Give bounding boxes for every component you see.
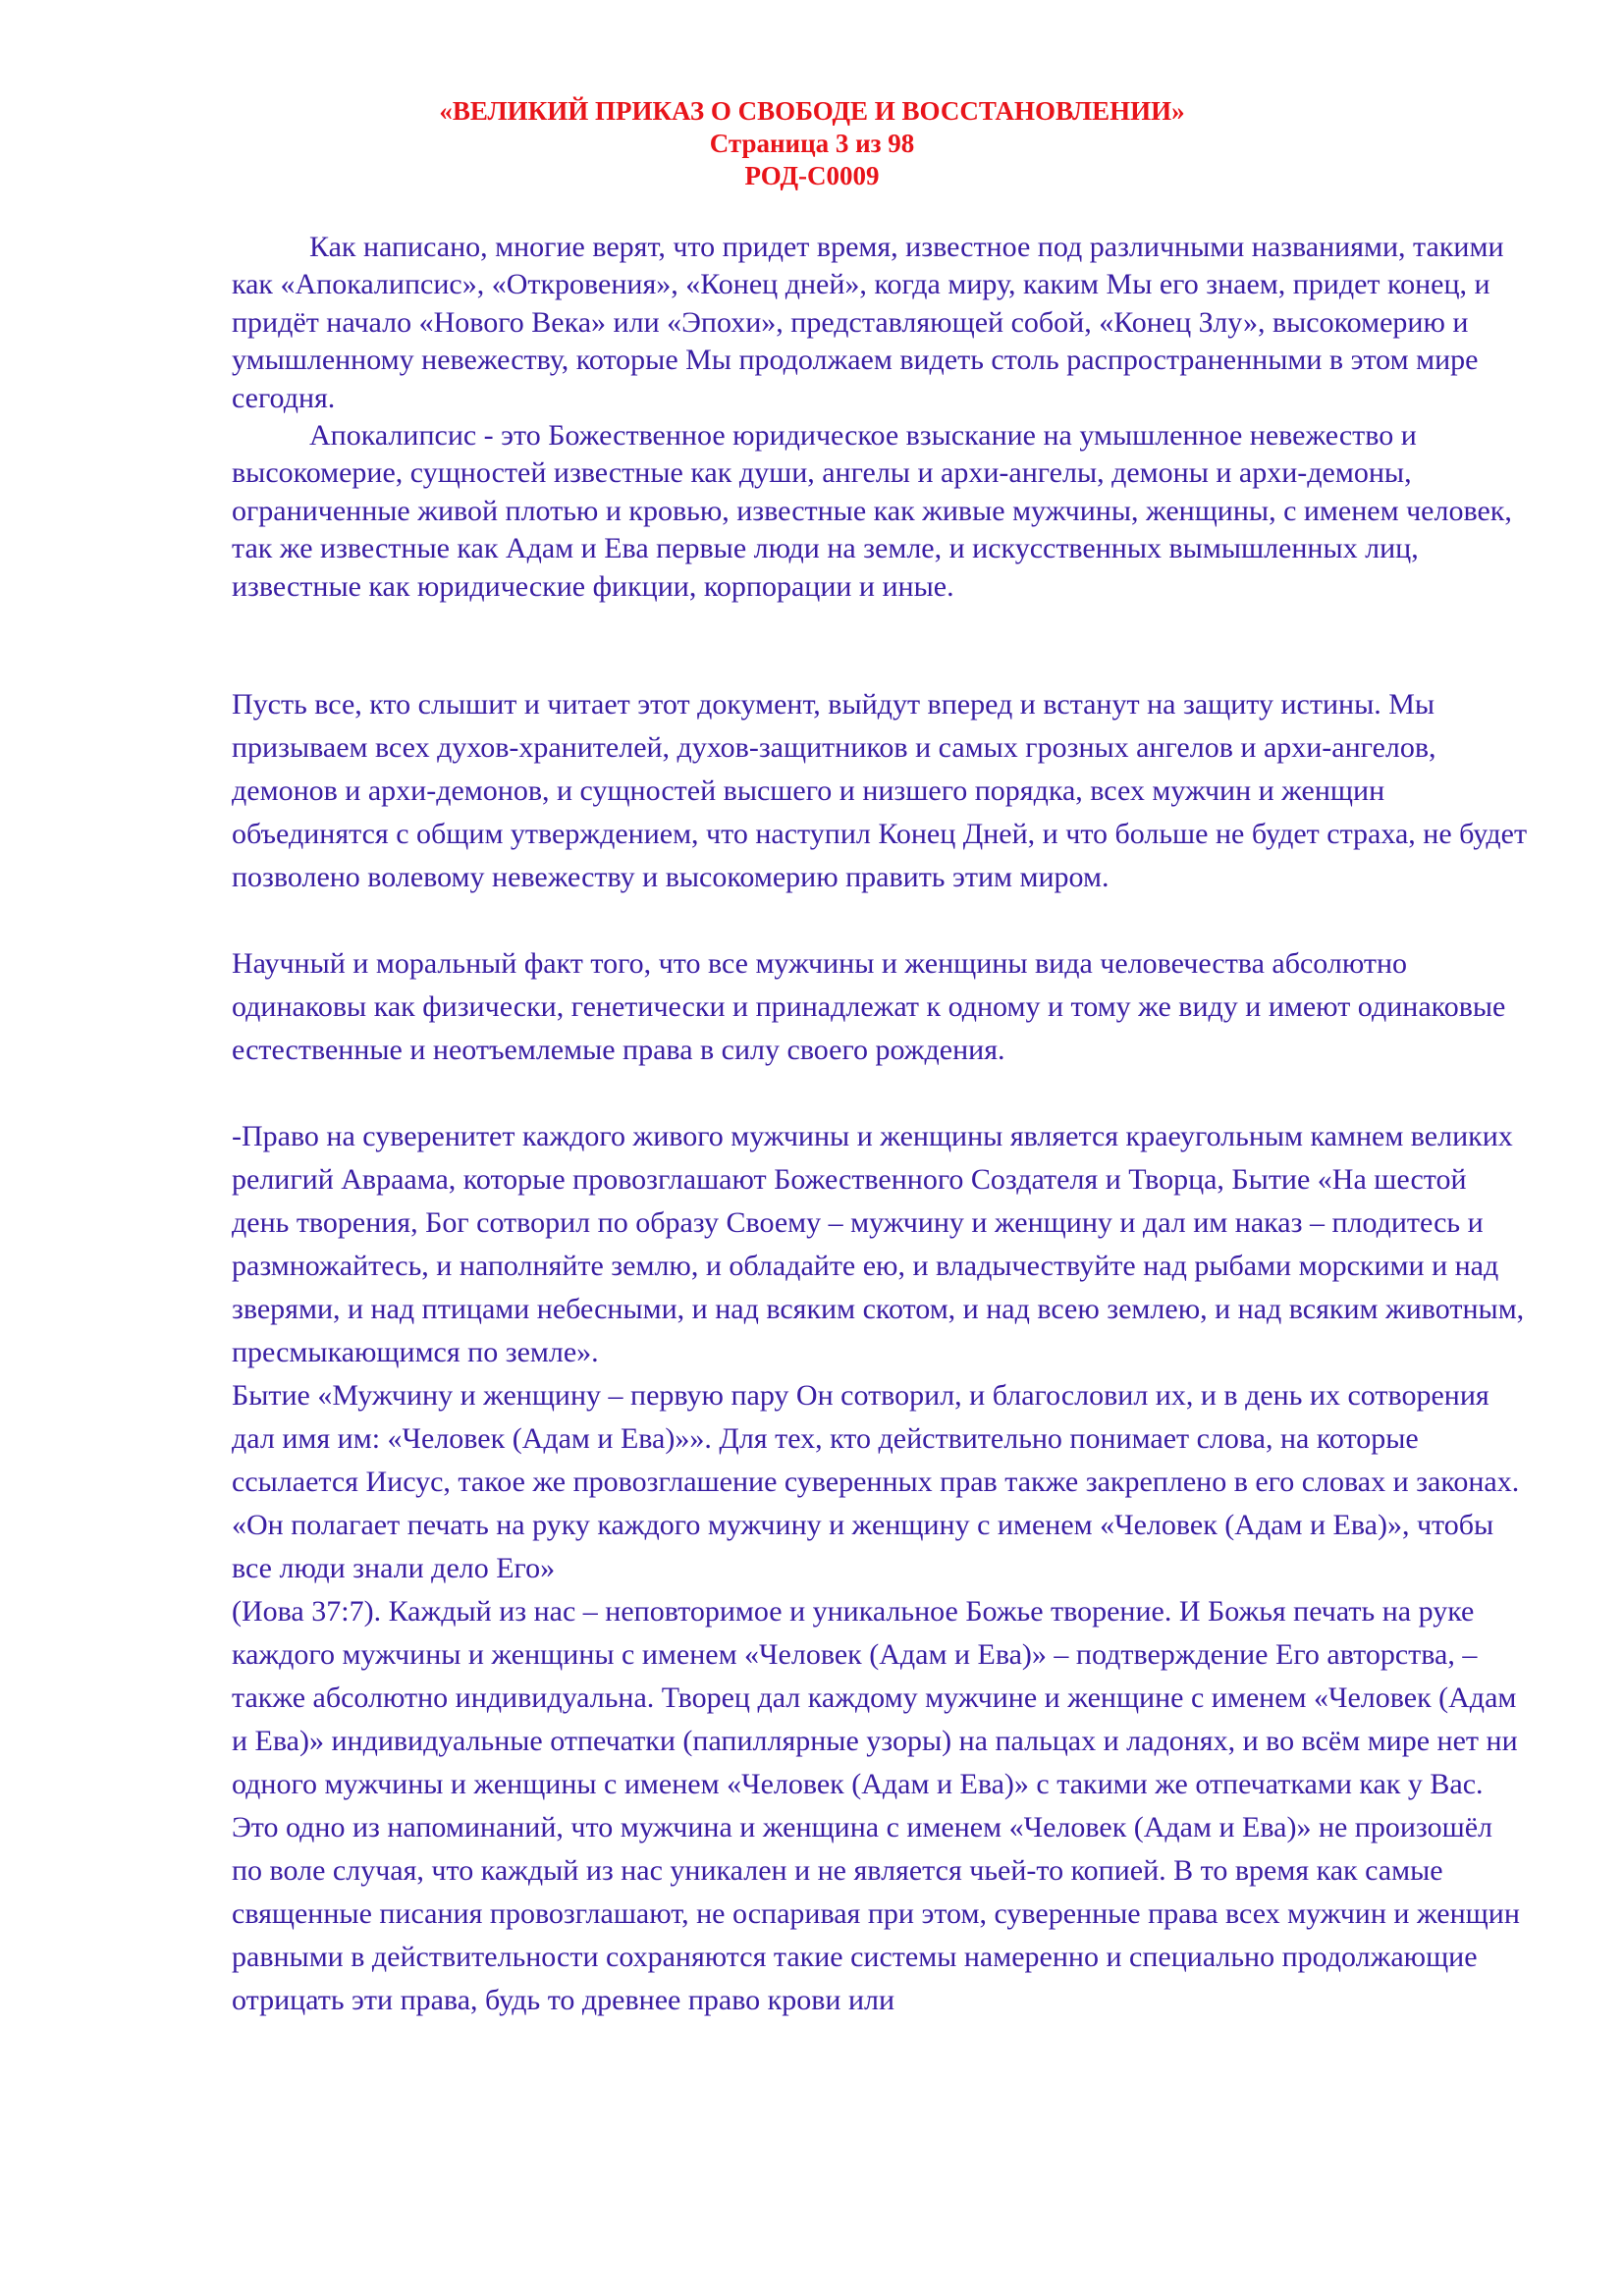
- paragraph: -Право на суверенитет каждого живого мужчины и женщины является краеугольным камнем великих религий Авраама, которые провозглашают Божественного Создателя и Творца, Бытие «На шестой день творения, Бог сотворил по образу Своему – мужчину и женщину и дал им наказ – плодитесь и размножайтесь, и наполняйте землю, и обладайте ею, и владычествуйте над рыбами морскими и над зверями, и над птицами небесными, и над всяким скотом, и над всею землею, и над всяким животным, пресмыкающимся по земле».: [232, 1120, 1532, 1368]
- document-body: [232, 229, 1528, 606]
- page-number: Страница 3 из 98: [709, 129, 915, 158]
- paragraph: Пусть все, кто слышит и читает этот документ, выйдут вперед и встанут на защиту истины. Мы призываем всех духов-хранителей, духов-защитников и самых грозных ангелов и архи-ангелов, демонов и архи-демонов, и сущностей высшего и низшего порядка, всех мужчин и женщин объединятся с общим утверждением, что наступил Конец Дней, и что больше не будет страха, не будет позволено волевому невежеству и высокомерию править этим миром.: [232, 688, 1535, 893]
- document-code: РОД-С0009: [744, 161, 880, 190]
- paragraph-gap: [232, 899, 1528, 942]
- paragraph: Как написано, многие верят, что придет время, известное под различными названиями, такими как «Апокалипсис», «Откровения», «Конец дней», когда миру, каким Мы его знаем, придет конец, и придёт начало «Нового Века» или «Эпохи», представляющей собой, «Конец Злу», высокомерию и умышленному невежеству, которые Мы продолжаем видеть столь распространенными в этом мире сегодня.: [232, 231, 1511, 414]
- document-header: [0, 95, 1624, 192]
- paragraph-gap: [232, 1072, 1528, 1115]
- document-body-continued: [232, 683, 1535, 2022]
- document-title: «ВЕЛИКИЙ ПРИКАЗ О СВОБОДЕ И ВОССТАНОВЛЕНИИ»: [439, 96, 1185, 126]
- paragraph: Апокалипсис - это Божественное юридическое взыскание на умышленное невежество и высокомерие, сущностей известные как души, ангелы и архи-ангелы, демоны и архи-демоны, ограниченные живой плотью и кровью, известные как живые мужчины, женщины, с именем человек, так же известные как Адам и Ева первые люди на земле, и искусственных вымышленных лиц, известные как юридические фикции, корпорации и иные.: [232, 419, 1520, 603]
- paragraph: (Иова 37:7). Каждый из нас – неповторимое и уникальное Божье творение. И Божья печать на руке каждого мужчины и женщины с именем «Человек (Адам и Ева)» – подтверждение Его авторства, – также абсолютно индивидуальна. Творец дал каждому мужчине и женщине с именем «Человек (Адам и Ева)» индивидуальные отпечатки (папиллярные узоры) на пальцах и ладонях, и во всём мире нет ни одного мужчины и женщины с именем «Человек (Адам и Ева)» с такими же отпечатками как у Вас. Это одно из напоминаний, что мужчина и женщина с именем «Человек (Адам и Ева)» не произошёл по воле случая, что каждый из нас уникален и не является чьей-то копией. В то время как самые священные писания провозглашают, не оспаривая при этом, суверенные права всех мужчин и женщин равными в действительности сохраняются такие системы намеренно и специально продолжающие отрицать эти права, будь то древнее право крови или: [232, 1595, 1528, 2016]
- paragraph: Бытие «Мужчину и женщину – первую пару Он сотворил, и благословил их, и в день их сотворения дал имя им: «Человек (Адам и Ева)»». Для тех, кто действительно понимает слова, на которые ссылается Иисус, такое же провозглашение суверенных прав также закреплено в его словах и законах. «Он полагает печать на руку каждого мужчину и женщину с именем «Человек (Адам и Ева)», чтобы все люди знали дело Его»: [232, 1379, 1527, 1584]
- paragraph: Научный и моральный факт того, что все мужчины и женщины вида человечества абсолютно одинаковы как физически, генетически и принадлежат к одному и тому же виду и имеют одинаковые естественные и неотъемлемые права в силу своего рождения.: [232, 947, 1513, 1066]
